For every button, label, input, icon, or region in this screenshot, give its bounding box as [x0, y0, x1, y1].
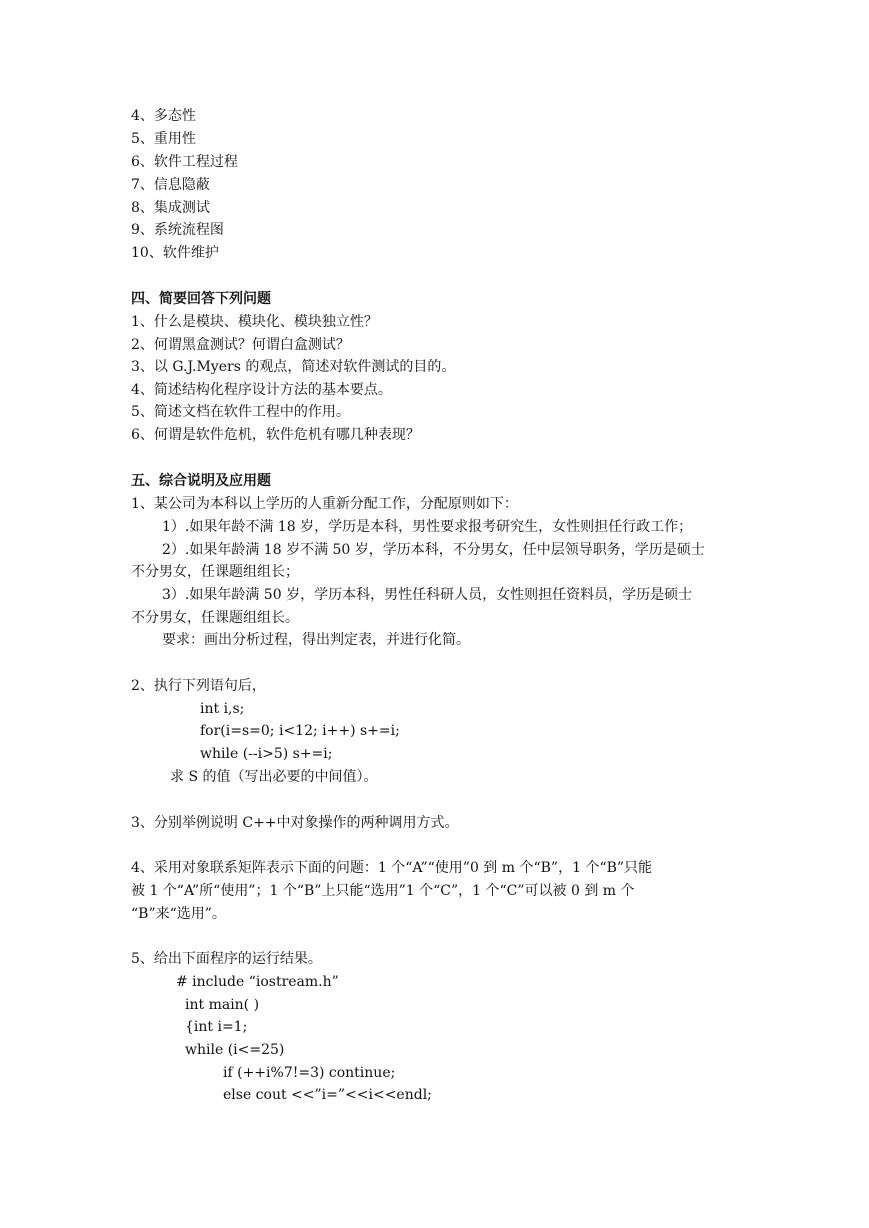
question-item: 1、什么是模块、模块化、模块独立性？ [131, 314, 378, 330]
rule-item: 2）.如果年龄满 18 岁不满 50 岁，学历本科，不分男女，任中层领导职务，学历是硕士 [162, 542, 705, 558]
rule-item-continued: 不分男女，任课题组组长； [131, 564, 299, 580]
question-item: 5、简述文档在软件工程中的作用。 [131, 404, 350, 420]
term-item: 6、软件工程过程 [131, 154, 238, 170]
code-line: {int i=1; [185, 1019, 248, 1035]
code-line: int i,s; [200, 701, 245, 717]
question-item: 2、何谓黑盒测试？何谓白盒测试？ [131, 337, 350, 353]
code-line: int main( ) [185, 997, 260, 1013]
term-item: 9、系统流程图 [131, 222, 224, 238]
question-intro: 1、某公司为本科以上学历的人重新分配工作，分配原则如下： [131, 496, 518, 512]
rule-item: 1）.如果年龄不满 18 岁，学历是本科，男性要求报考研究生，女性则担任行政工作； [162, 519, 693, 535]
code-line: if (++i%7!=3) continue; [223, 1065, 396, 1081]
question-line: 4、采用对象联系矩阵表示下面的问题：1 个“A”“使用”0 到 m 个“B”，1 个“B”只能 [131, 860, 653, 876]
section-heading: 五、综合说明及应用题 [131, 473, 271, 489]
term-item: 4、多态性 [131, 108, 196, 124]
question-line: “B”来“选用”。 [131, 906, 226, 922]
question-ask: 求 S 的值（写出必要的中间值）。 [170, 769, 378, 785]
question-intro: 5、给出下面程序的运行结果。 [131, 951, 322, 967]
question-line: 被 1 个“A”所“使用”；1 个“B”上只能“选用”1 个“C”，1 个“C”可以被 0 到 m 个 [131, 883, 635, 899]
question-intro: 2、执行下列语句后， [131, 678, 266, 694]
term-item: 8、集成测试 [131, 200, 210, 216]
rule-item: 3）.如果年龄满 50 岁，学历本科，男性任科研人员，女性则担任资料员，学历是硕士 [162, 587, 693, 603]
code-line: while (i<=25) [185, 1042, 285, 1058]
code-line: else cout <<”i=”<<i<<endl; [223, 1087, 432, 1103]
code-line: for(i=s=0; i<12; i++) s+=i; [200, 723, 400, 739]
term-item: 5、重用性 [131, 131, 196, 147]
question-item: 4、简述结构化程序设计方法的基本要点。 [131, 382, 392, 398]
rule-item-continued: 不分男女，任课题组组长。 [131, 610, 299, 626]
question-item: 3、以 G.J.Myers 的观点，简述对软件测试的目的。 [131, 359, 456, 375]
question-item: 3、分别举例说明 C++中对象操作的两种调用方式。 [131, 815, 459, 831]
term-item: 10、软件维护 [131, 245, 219, 261]
requirement-text: 要求：画出分析过程，得出判定表，并进行化简。 [162, 632, 470, 648]
question-item: 6、何谓是软件危机，软件危机有哪几种表现？ [131, 427, 420, 443]
section-heading: 四、简要回答下列问题 [131, 291, 271, 307]
term-item: 7、信息隐蔽 [131, 177, 210, 193]
code-line: # include “iostream.h” [176, 974, 339, 990]
code-line: while (--i>5) s+=i; [200, 746, 333, 762]
